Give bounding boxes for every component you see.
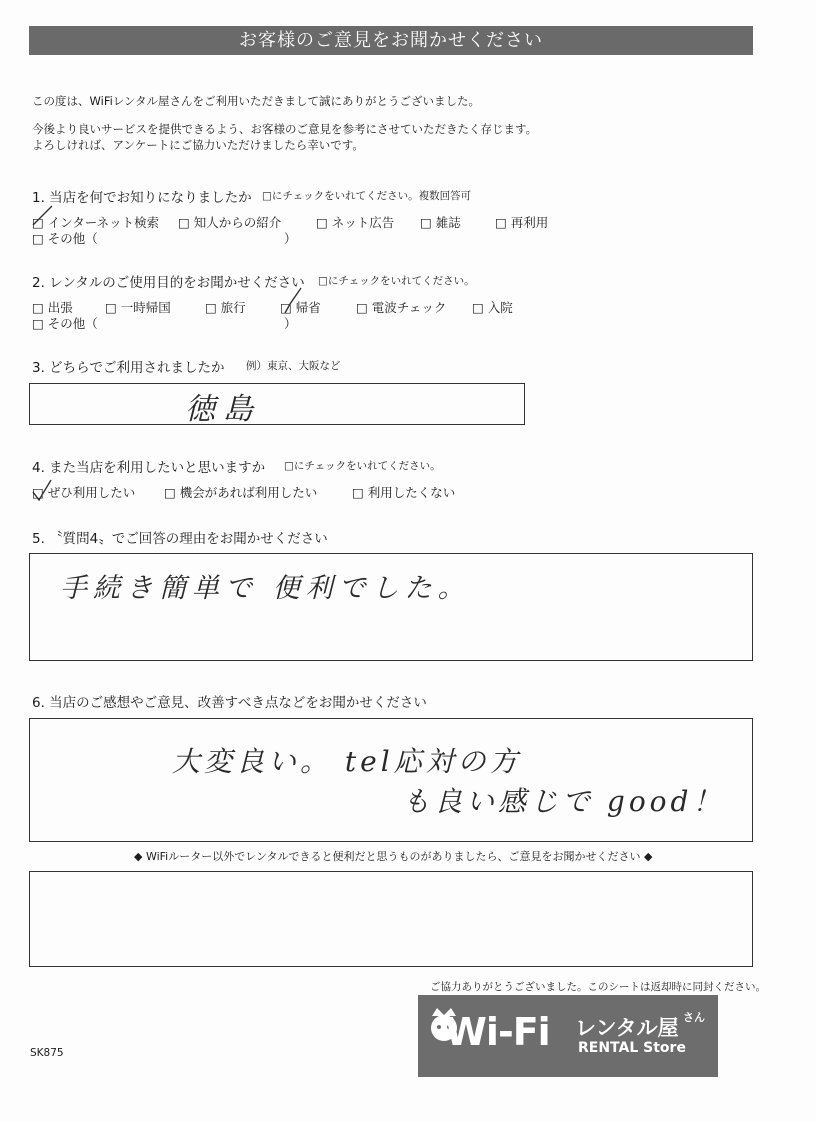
question-4-note: □にチェックをいれてください。: [284, 460, 441, 472]
q2-option-signal-check[interactable]: □ 電波チェック: [356, 300, 447, 315]
q1-option-internet[interactable]: □ インターネット検索: [32, 215, 160, 230]
page-title: お客様のご意見をお聞かせください: [29, 26, 753, 55]
q3-answer-box[interactable]: [29, 383, 525, 425]
intro-line-1: この度は、WiFiレンタル屋さんをご利用いただきまして誠にありがとうございました。: [32, 94, 481, 108]
logo-san-text: さん: [683, 1011, 705, 1024]
question-5-label: 5. 〝質問4〟でご回答の理由をお聞かせください: [32, 531, 328, 547]
question-7-label: ◆ WiFiルーター以外でレンタルできると便利だと思うものがありましたら、ご意見をお聞かせください ◆: [134, 850, 653, 863]
q1-option-reuse[interactable]: □ 再利用: [495, 215, 549, 230]
intro-line-2: 今後より良いサービスを提供できるよう、お客様のご意見を参考にさせていただきたく存じます。: [32, 122, 538, 136]
q2-other-close: ）: [284, 316, 297, 331]
q6-handwritten-line-2: も良い感じで good！: [402, 785, 725, 818]
q2-option-travel[interactable]: □ 旅行: [205, 300, 246, 315]
question-1-note: □にチェックをいれてください。複数回答可: [262, 190, 472, 202]
logo-wifi-text: Wi-Fi: [445, 1010, 550, 1054]
q5-handwritten-answer: 手続き簡単で 便利でした。: [60, 573, 471, 604]
q1-check-mark-icon: [30, 205, 54, 229]
q1-option-net-ad[interactable]: □ ネット広告: [316, 215, 395, 230]
question-3-label: 3. どちらでご利用されましたか: [32, 360, 225, 376]
q1-option-magazine[interactable]: □ 雑誌: [420, 215, 461, 230]
q4-option-definitely[interactable]: □ ぜひ利用したい: [32, 485, 136, 500]
question-3-note: 例）東京、大阪など: [246, 360, 341, 372]
q7-answer-box[interactable]: [29, 871, 753, 967]
q6-handwritten-line-1: 大変良い。 tel応対の方: [172, 745, 522, 778]
question-4-label: 4. また当店を利用したいと思いますか: [32, 460, 266, 476]
question-2-note: □にチェックをいれてください。: [318, 275, 475, 287]
q2-option-hospital[interactable]: □ 入院: [472, 300, 513, 315]
q4-check-mark-icon: [30, 476, 54, 502]
logo-rental-store-text: RENTAL Store: [578, 1040, 686, 1056]
q1-option-other[interactable]: □ その他（: [32, 231, 98, 246]
q1-option-referral[interactable]: □ 知人からの紹介: [178, 215, 282, 230]
q4-option-not-again[interactable]: □ 利用したくない: [352, 485, 456, 500]
question-1-label: 1. 当店を何でお知りになりましたか: [32, 190, 252, 206]
q4-option-if-opportunity[interactable]: □ 機会があれば利用したい: [164, 485, 318, 500]
q3-handwritten-answer: 徳島: [185, 392, 261, 427]
q2-option-temporary-return[interactable]: □ 一時帰国: [105, 300, 171, 315]
q2-option-business[interactable]: □ 出張: [32, 300, 73, 315]
q2-option-homecoming[interactable]: □ 帰省: [280, 300, 321, 315]
question-6-label: 6. 当店のご感想やご意見、改善すべき点などをお聞かせください: [32, 695, 427, 711]
sheet-code: SK875: [30, 1047, 64, 1059]
q1-other-close: ）: [284, 231, 297, 246]
q2-check-mark-icon: [282, 286, 304, 316]
q2-option-other[interactable]: □ その他（: [32, 316, 98, 331]
logo-rental-text: レンタル屋: [575, 1016, 679, 1040]
question-2-label: 2. レンタルのご使用目的をお聞かせください: [32, 275, 305, 291]
thanks-note: ご協力ありがとうございました。このシートは返却時に同封ください。: [430, 981, 766, 993]
intro-line-3: よろしければ、アンケートにご協力いただけましたら幸いです。: [32, 138, 364, 152]
